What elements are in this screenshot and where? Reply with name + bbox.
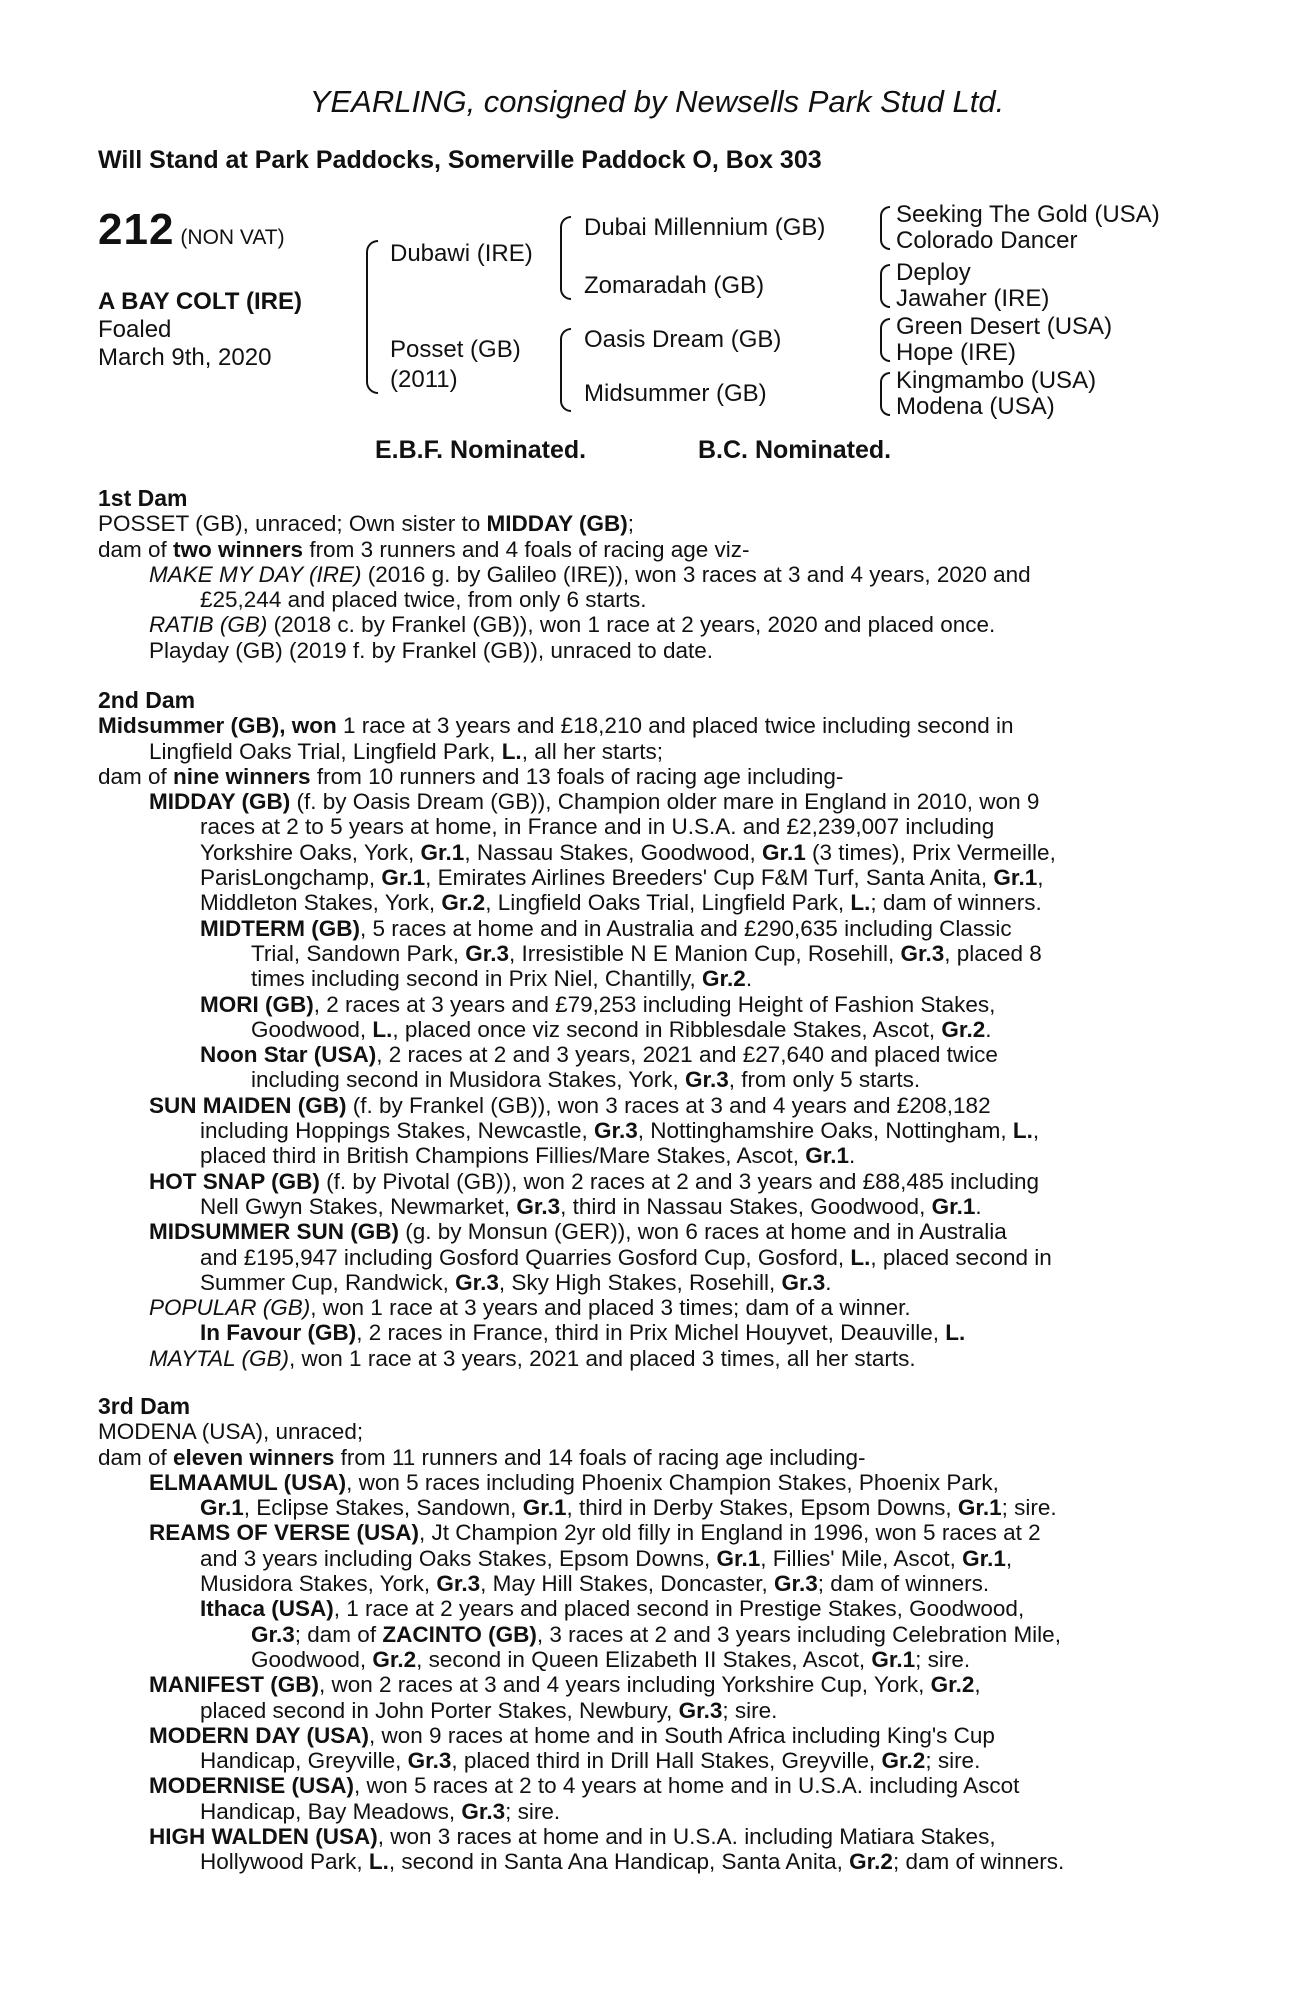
produce-entry-cont: placed third in British Champions Fillies/Mare Stakes, Ascot, Gr.1. [200, 1143, 856, 1169]
pedigree-g2a: Deploy [896, 259, 971, 286]
produce-entry: MODERN DAY (USA), won 9 races at home and in South Africa including King's Cup [149, 1722, 995, 1748]
produce-entry-cont: Hollywood Park, L., second in Santa Ana Handicap, Santa Anita, Gr.2; dam of winners. [200, 1849, 1065, 1875]
first-dam-heading: 1st Dam [98, 485, 188, 511]
stand-location: Will Stand at Park Paddocks, Somerville Paddock O, Box 303 [98, 146, 822, 174]
produce-entry-cont: races at 2 to 5 years at home, in France and in U.S.A. and £2,239,007 including [200, 814, 995, 840]
pedigree-brace-g4 [880, 372, 890, 416]
third-dam-heading: 3rd Dam [98, 1393, 191, 1419]
produce-entry-cont: Handicap, Bay Meadows, Gr.3; sire. [200, 1798, 561, 1824]
pedigree-brace-main [366, 240, 378, 394]
foaled-label: Foaled [98, 316, 172, 343]
horse-title: A BAY COLT (IRE) [98, 288, 303, 315]
foaled-info [98, 316, 271, 372]
third-dam-line: dam of eleven winners from 11 runners and 14 foals of racing age including- [98, 1444, 866, 1470]
produce-entry: MIDDAY (GB) (f. by Oasis Dream (GB)), Champion older mare in England in 2010, won 9 [149, 789, 1040, 815]
produce-entry-cont: Gr.1, Eclipse Stakes, Sandown, Gr.1, third in Derby Stakes, Epsom Downs, Gr.1; sire. [200, 1495, 1057, 1521]
produce-entry: MORI (GB), 2 races at 3 years and £79,253 including Height of Fashion Stakes, [200, 991, 996, 1017]
lot-number-value: 212 [98, 205, 175, 254]
produce-entry: HIGH WALDEN (USA), won 3 races at home and in U.S.A. including Matiara Stakes, [149, 1824, 996, 1850]
produce-entry: Noon Star (USA), 2 races at 2 and 3 years, 2021 and £27,640 and placed twice [200, 1042, 998, 1068]
produce-entry-cont: Goodwood, Gr.2, second in Queen Elizabeth II Stakes, Ascot, Gr.1; sire. [251, 1646, 971, 1672]
vat-status: (NON VAT) [180, 226, 285, 249]
pedigree-dam: Posset (GB) [390, 336, 521, 363]
pedigree-g1b: Colorado Dancer [896, 227, 1078, 254]
foaled-date: March 9th, 2020 [98, 344, 272, 371]
first-dam-produce: MAKE MY DAY (IRE) (2016 g. by Galileo (IRE)), won 3 races at 3 and 4 years, 2020 and [149, 561, 1031, 587]
produce-entry: MIDTERM (GB), 5 races at home and in Australia and £290,635 including Classic [200, 915, 1012, 941]
pedigree-g4a: Kingmambo (USA) [896, 367, 1097, 394]
first-dam-section [98, 486, 1031, 663]
produce-entry-cont: Trial, Sandown Park, Gr.3, Irresistible N E Manion Cup, Rosehill, Gr.3, placed 8 [251, 940, 1042, 966]
pedigree-g4b: Modena (USA) [896, 393, 1055, 420]
produce-entry-cont: Middleton Stakes, York, Gr.2, Lingfield Oaks Trial, Lingfield Park, L.; dam of winners. [200, 890, 1042, 916]
produce-entry: SUN MAIDEN (GB) (f. by Frankel (GB)), won 3 races at 3 and 4 years and £208,182 [149, 1092, 991, 1118]
ebf-nomination: E.B.F. Nominated. [375, 436, 587, 464]
first-dam-produce: RATIB (GB) (2018 c. by Frankel (GB)), won 1 race at 2 years, 2020 and placed once. [149, 612, 996, 638]
produce-entry-cont: including Hoppings Stakes, Newcastle, Gr.3, Nottinghamshire Oaks, Nottingham, L., [200, 1118, 1040, 1144]
second-dam-line: Lingfield Oaks Trial, Lingfield Park, L., all her starts; [149, 738, 663, 764]
bc-nomination: B.C. Nominated. [698, 436, 892, 464]
produce-entry-cont: Gr.3; dam of ZACINTO (GB), 3 races at 2 and 3 years including Celebration Mile, [251, 1621, 1061, 1647]
second-dam-section [98, 688, 1056, 1371]
produce-entry-cont: Yorkshire Oaks, York, Gr.1, Nassau Stakes, Goodwood, Gr.1 (3 times), Prix Vermeille, [200, 839, 1056, 865]
third-dam-section [98, 1394, 1064, 1875]
produce-entry: MIDSUMMER SUN (GB) (g. by Monsun (GER)), won 6 races at home and in Australia [149, 1219, 1007, 1245]
produce-entry-cont: ParisLongchamp, Gr.1, Emirates Airlines Breeders' Cup F&M Turf, Santa Anita, Gr.1, [200, 865, 1044, 891]
pedigree-brace-sire [560, 216, 571, 300]
first-dam-line: dam of two winners from 3 runners and 4 foals of racing age viz- [98, 536, 750, 562]
produce-entry-cont: Goodwood, L., placed once viz second in Ribblesdale Stakes, Ascot, Gr.2. [251, 1016, 992, 1042]
pedigree-sire-dam: Zomaradah (GB) [584, 272, 765, 299]
first-dam-produce: Playday (GB) (2019 f. by Frankel (GB)), unraced to date. [149, 637, 713, 663]
third-dam-line: MODENA (USA), unraced; [98, 1419, 364, 1445]
produce-entry-cont: Nell Gwyn Stakes, Newmarket, Gr.3, third in Nassau Stakes, Goodwood, Gr.1. [200, 1193, 982, 1219]
produce-entry-cont: and 3 years including Oaks Stakes, Epsom Downs, Gr.1, Fillies' Mile, Ascot, Gr.1, [200, 1545, 1013, 1571]
produce-entry-cont: including second in Musidora Stakes, York, Gr.3, from only 5 starts. [251, 1067, 921, 1093]
produce-entry-cont: Handicap, Greyville, Gr.3, placed third in Drill Hall Stakes, Greyville, Gr.2; sire. [200, 1748, 981, 1774]
pedigree-brace-g3 [880, 318, 890, 362]
produce-entry: POPULAR (GB), won 1 race at 3 years and placed 3 times; dam of a winner. [149, 1295, 911, 1321]
produce-entry: REAMS OF VERSE (USA), Jt Champion 2yr old filly in England in 1996, won 5 races at 2 [149, 1520, 1041, 1546]
consignment-line: YEARLING, consigned by Newsells Park Stud Ltd. [309, 84, 1005, 119]
produce-entry-cont: placed second in John Porter Stakes, Newbury, Gr.3; sire. [200, 1697, 778, 1723]
second-dam-line: dam of nine winners from 10 runners and 13 foals of racing age including- [98, 763, 844, 789]
pedigree-dam-year: (2011) [390, 366, 458, 393]
produce-entry-cont: times including second in Prix Niel, Chantilly, Gr.2. [251, 966, 753, 992]
pedigree-brace-g2 [880, 264, 890, 308]
second-dam-line: Midsummer (GB), won 1 race at 3 years and £18,210 and placed twice including second in [98, 713, 1014, 739]
pedigree-sire-sire: Dubai Millennium (GB) [584, 214, 826, 241]
lot-number [98, 205, 285, 255]
produce-entry: MODERNISE (USA), won 5 races at 2 to 4 years at home and in U.S.A. including Ascot [149, 1773, 1020, 1799]
pedigree-brace-dam [560, 328, 571, 412]
produce-entry: Ithaca (USA), 1 race at 2 years and placed second in Prestige Stakes, Goodwood, [200, 1596, 1025, 1622]
first-dam-produce-cont: £25,244 and placed twice, from only 6 starts. [200, 587, 647, 613]
pedigree-dam-dam: Midsummer (GB) [584, 380, 767, 407]
produce-entry: MANIFEST (GB), won 2 races at 3 and 4 years including Yorkshire Cup, York, Gr.2, [149, 1672, 981, 1698]
pedigree-sire: Dubawi (IRE) [390, 240, 533, 267]
pedigree-g2b: Jawaher (IRE) [896, 285, 1050, 312]
produce-entry-cont: and £195,947 including Gosford Quarries Gosford Cup, Gosford, L., placed second in [200, 1244, 1052, 1270]
pedigree-dam-sire: Oasis Dream (GB) [584, 326, 782, 353]
produce-entry: MAYTAL (GB), won 1 race at 3 years, 2021 and placed 3 times, all her starts. [149, 1345, 916, 1371]
produce-entry: HOT SNAP (GB) (f. by Pivotal (GB)), won 2 races at 2 and 3 years and £88,485 including [149, 1168, 1039, 1194]
pedigree-g3b: Hope (IRE) [896, 339, 1017, 366]
produce-entry: In Favour (GB), 2 races in France, third in Prix Michel Houyvet, Deauville, L. [200, 1320, 966, 1346]
pedigree-g3a: Green Desert (USA) [896, 313, 1113, 340]
produce-entry-cont: Musidora Stakes, York, Gr.3, May Hill Stakes, Doncaster, Gr.3; dam of winners. [200, 1571, 990, 1597]
pedigree-brace-g1 [880, 206, 890, 250]
first-dam-line: POSSET (GB), unraced; Own sister to MIDDAY (GB); [98, 511, 634, 537]
produce-entry-cont: Summer Cup, Randwick, Gr.3, Sky High Stakes, Rosehill, Gr.3. [200, 1269, 832, 1295]
produce-entry: ELMAAMUL (USA), won 5 races including Phoenix Champion Stakes, Phoenix Park, [149, 1469, 999, 1495]
second-dam-heading: 2nd Dam [98, 687, 196, 713]
pedigree-g1a: Seeking The Gold (USA) [896, 201, 1160, 228]
